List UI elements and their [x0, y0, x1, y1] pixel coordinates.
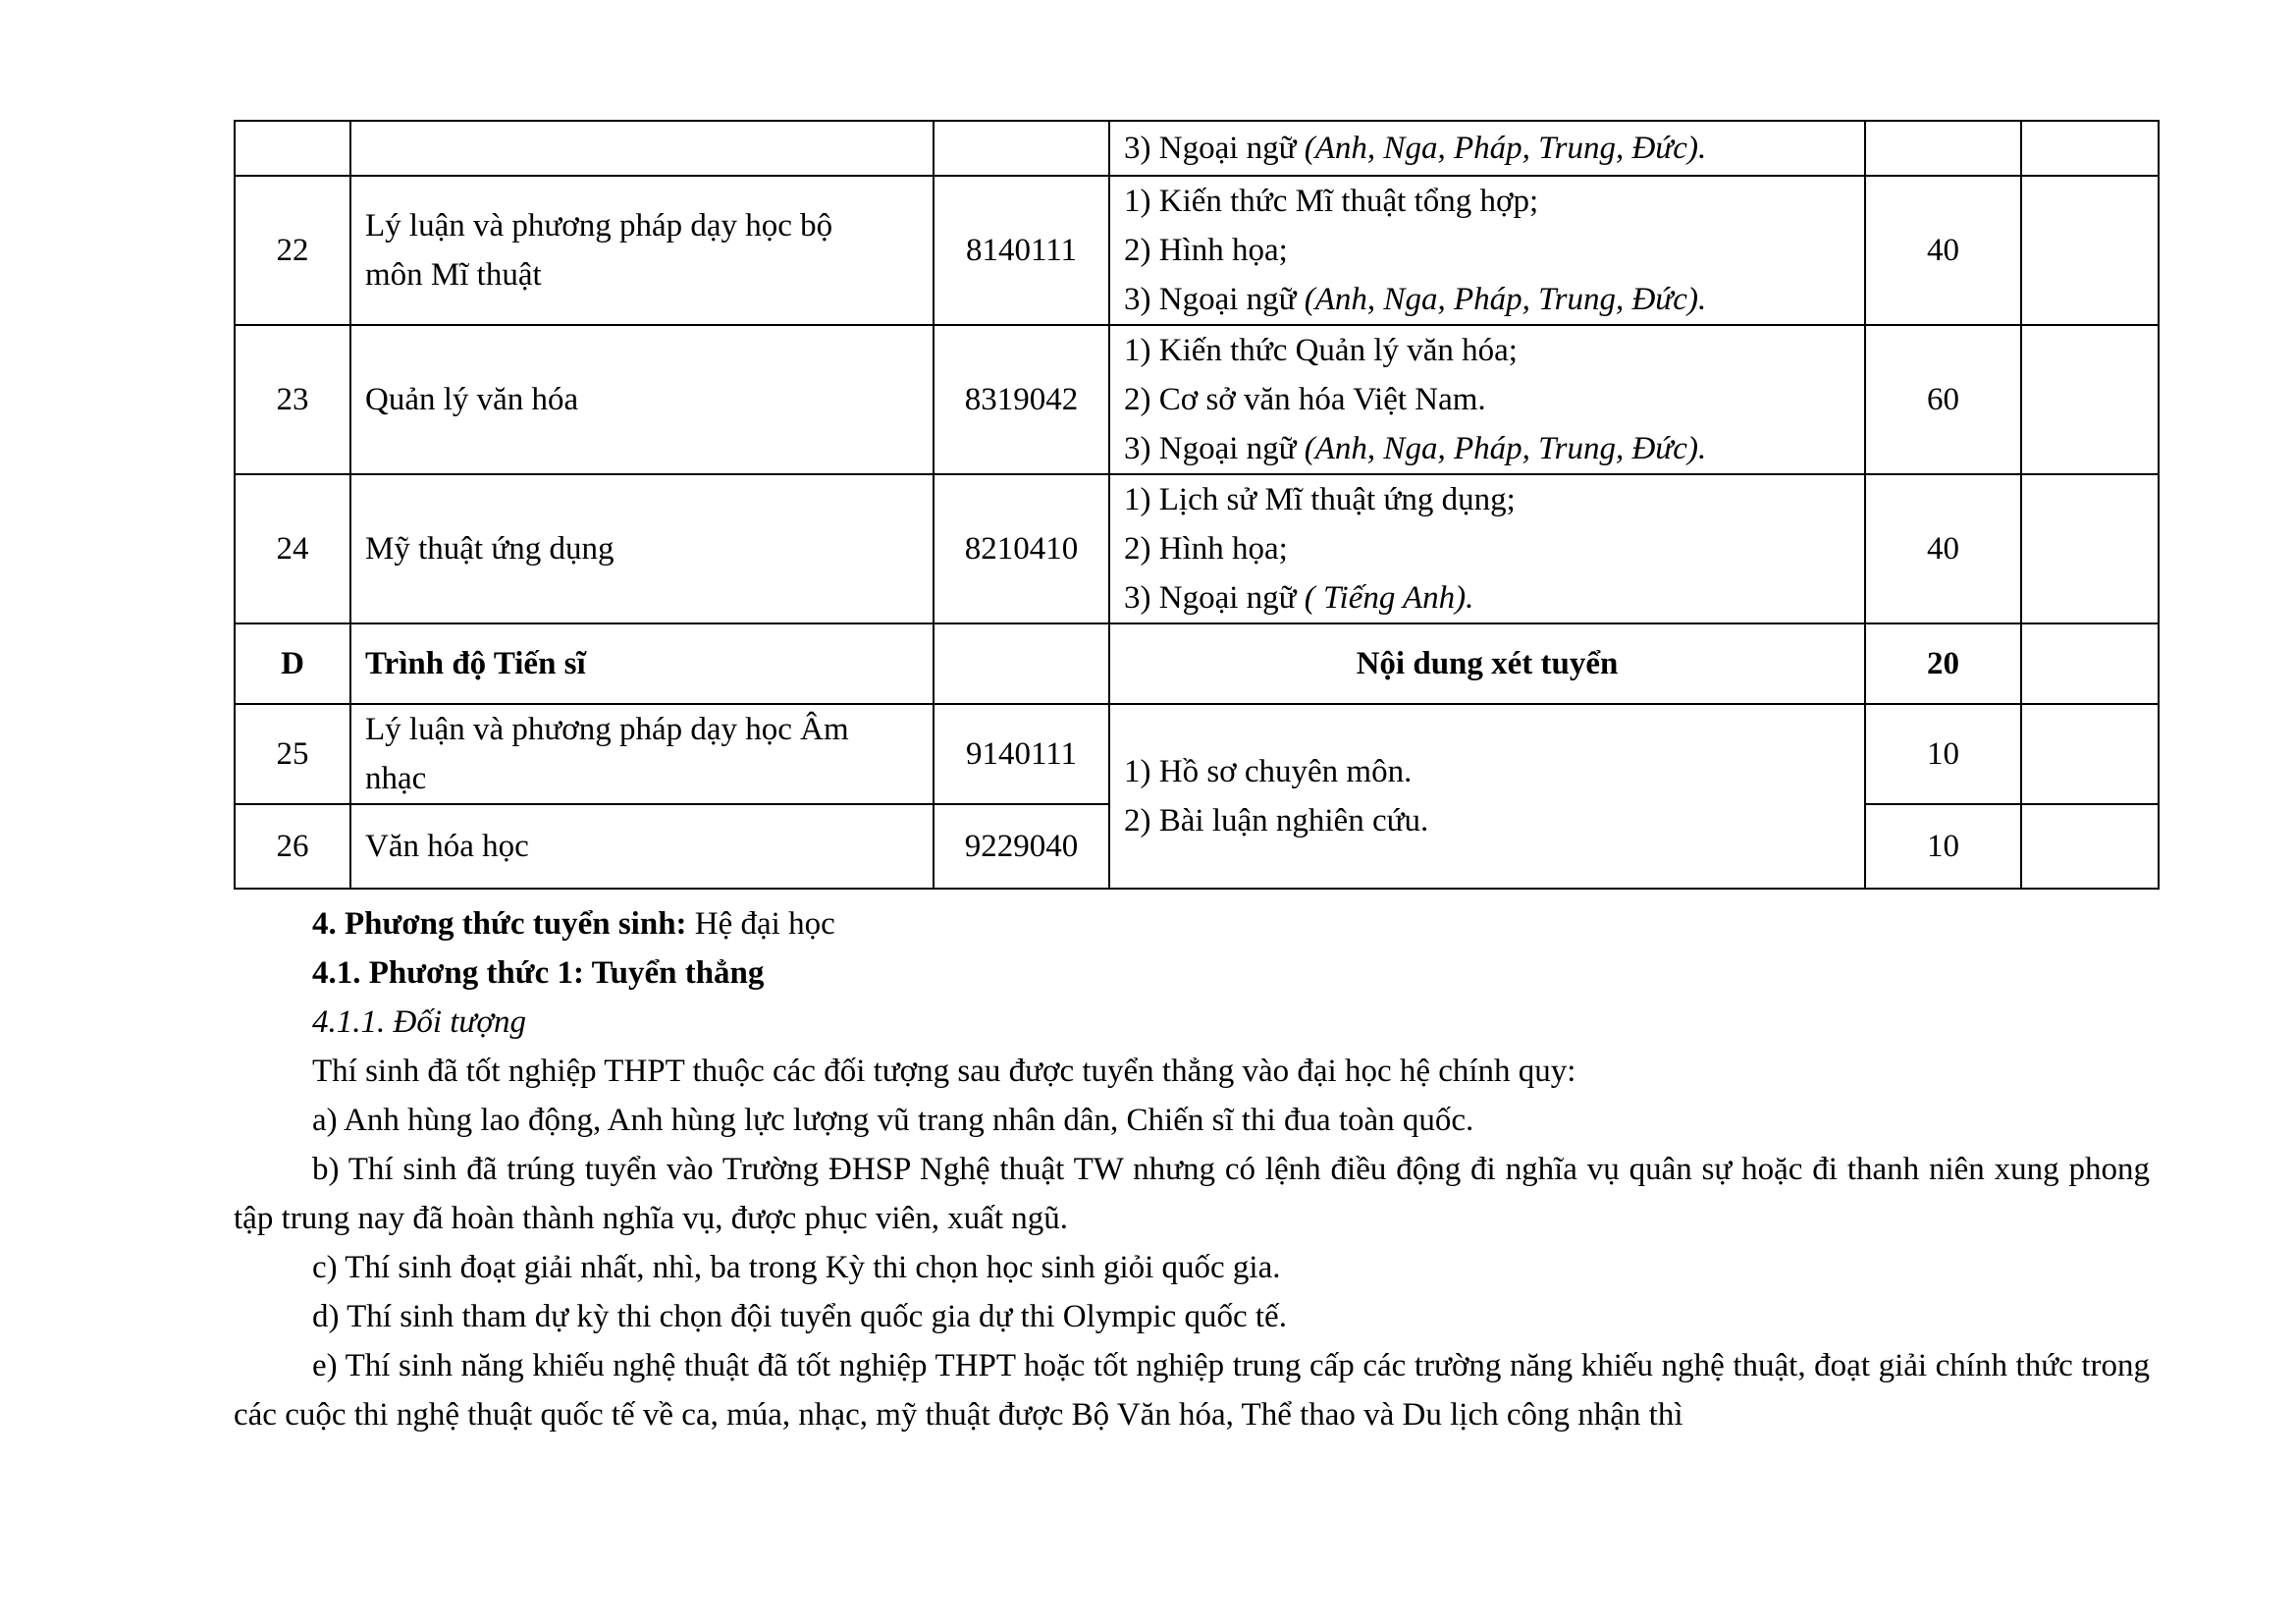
quota-cell: 10	[1865, 704, 2021, 804]
table-row	[235, 121, 2159, 176]
subject-line: 1) Lịch sử Mĩ thuật ứng dụng;	[1124, 482, 1516, 517]
major-name-line: Mỹ thuật ứng dụng	[365, 531, 614, 567]
code-cell: 8319042	[934, 325, 1109, 474]
subject-language: (Anh, Nga, Pháp, Trung, Đức).	[1304, 282, 1707, 317]
subject-line	[1124, 573, 1850, 623]
paragraph: e) Thí sinh năng khiếu nghệ thuật đã tốt nghiệp THPT hoặc tốt nghiệp trung cấp các trường năng khiếu nghệ thuật, đoạt giải chính thức trong các cuộc thi nghệ thuật quốc tế về ca, múa, nhạc, mỹ thuật được Bộ Văn hóa, Thể thao và Du lịch công nhận thì	[234, 1348, 2150, 1433]
note-cell	[2021, 623, 2159, 704]
code-cell: 9229040	[934, 804, 1109, 889]
code-cell: 9140111	[934, 704, 1109, 804]
section-heading-rest: Hệ đại học	[686, 906, 835, 942]
quota-cell: 40	[1865, 474, 2021, 623]
stt-cell: 22	[235, 176, 350, 325]
subject-text: 3) Ngoại ngữ	[1124, 282, 1305, 317]
table-row	[235, 704, 2159, 804]
note-cell	[2021, 474, 2159, 623]
subject-line: 2) Hình họa;	[1124, 531, 1288, 567]
subject-text: 3) Ngoại ngữ	[1124, 580, 1305, 616]
name-cell	[350, 804, 934, 889]
paragraph: b) Thí sinh đã trúng tuyển vào Trường ĐHSP Nghệ thuật TW nhưng có lệnh điều động đi nghĩa vụ quân sự hoặc đi thanh niên xung phong tập trung nay đã hoàn thành nghĩa vụ, được phục viên, xuất ngũ.	[234, 1152, 2150, 1236]
major-name-line: Văn hóa học	[365, 829, 529, 864]
note-cell	[2021, 804, 2159, 889]
major-name-line: Quản lý văn hóa	[365, 382, 579, 417]
subjects-cell	[1109, 325, 1865, 474]
stt-cell: 23	[235, 325, 350, 474]
name-cell	[350, 121, 934, 176]
subject-language: (Anh, Nga, Pháp, Trung, Đức).	[1304, 131, 1707, 166]
name-cell	[350, 704, 934, 804]
quota-cell: 40	[1865, 176, 2021, 325]
subsubsection-heading: 4.1.1. Đối tượng	[312, 1004, 527, 1040]
phd-subjects-cell	[1109, 704, 1865, 889]
code-cell	[934, 121, 1109, 176]
table-row	[235, 474, 2159, 623]
name-cell	[350, 176, 934, 325]
subject-text: 3) Ngoại ngữ	[1124, 131, 1305, 166]
section-quota: 20	[1865, 623, 2021, 704]
subject-line	[1124, 275, 1850, 324]
subsection-heading: 4.1. Phương thức 1: Tuyển thẳng	[312, 955, 765, 991]
subject-line: 1) Hồ sơ chuyên môn.	[1124, 754, 1413, 789]
section-heading	[234, 899, 2150, 948]
note-cell	[2021, 176, 2159, 325]
subject-line: 2) Hình họa;	[1124, 233, 1288, 268]
subjects-cell	[1109, 121, 1865, 176]
paragraph: c) Thí sinh đoạt giải nhất, nhì, ba trong Kỳ thi chọn học sinh giỏi quốc gia.	[312, 1250, 1281, 1285]
quota-cell	[1865, 121, 2021, 176]
subject-line: 2) Bài luận nghiên cứu.	[1124, 803, 1429, 839]
stt-cell	[235, 121, 350, 176]
stt-cell: 24	[235, 474, 350, 623]
major-name-line: môn Mĩ thuật	[365, 257, 542, 293]
name-cell	[350, 474, 934, 623]
code-cell	[934, 623, 1109, 704]
subject-line: 1) Kiến thức Mĩ thuật tổng hợp;	[1124, 184, 1539, 219]
paragraph: Thí sinh đã tốt nghiệp THPT thuộc các đối tượng sau được tuyển thẳng vào đại học hệ chính quy:	[312, 1054, 1576, 1089]
section-label: D	[235, 623, 350, 704]
note-cell	[2021, 325, 2159, 474]
quota-cell: 60	[1865, 325, 2021, 474]
section-title: Trình độ Tiến sĩ	[350, 623, 934, 704]
stt-cell: 25	[235, 704, 350, 804]
note-cell	[2021, 121, 2159, 176]
name-cell	[350, 325, 934, 474]
major-name-line: Lý luận và phương pháp dạy học bộ	[365, 208, 833, 244]
admission-table	[234, 120, 2160, 890]
subject-text: 3) Ngoại ngữ	[1124, 431, 1305, 466]
content-header: Nội dung xét tuyển	[1109, 623, 1865, 704]
major-name-line: Lý luận và phương pháp dạy học Âm	[365, 712, 849, 747]
subject-language: ( Tiếng Anh).	[1304, 580, 1474, 616]
table-row	[235, 325, 2159, 474]
paragraph: a) Anh hùng lao động, Anh hùng lực lượng vũ trang nhân dân, Chiến sĩ thi đua toàn quốc.	[312, 1103, 1474, 1138]
body-text	[234, 899, 2150, 1439]
note-cell	[2021, 704, 2159, 804]
section-header-row	[235, 623, 2159, 704]
stt-cell: 26	[235, 804, 350, 889]
subjects-cell	[1109, 176, 1865, 325]
quota-cell: 10	[1865, 804, 2021, 889]
section-heading-bold: 4. Phương thức tuyển sinh:	[312, 906, 687, 942]
code-cell: 8210410	[934, 474, 1109, 623]
major-name-line: nhạc	[365, 761, 427, 796]
code-cell: 8140111	[934, 176, 1109, 325]
subjects-cell	[1109, 474, 1865, 623]
table-row	[235, 176, 2159, 325]
subject-line	[1124, 424, 1850, 473]
subject-language: (Anh, Nga, Pháp, Trung, Đức).	[1304, 431, 1707, 466]
paragraph: d) Thí sinh tham dự kỳ thi chọn đội tuyển quốc gia dự thi Olympic quốc tế.	[312, 1299, 1287, 1334]
subject-line: 1) Kiến thức Quản lý văn hóa;	[1124, 333, 1518, 368]
subject-line: 2) Cơ sở văn hóa Việt Nam.	[1124, 382, 1486, 417]
